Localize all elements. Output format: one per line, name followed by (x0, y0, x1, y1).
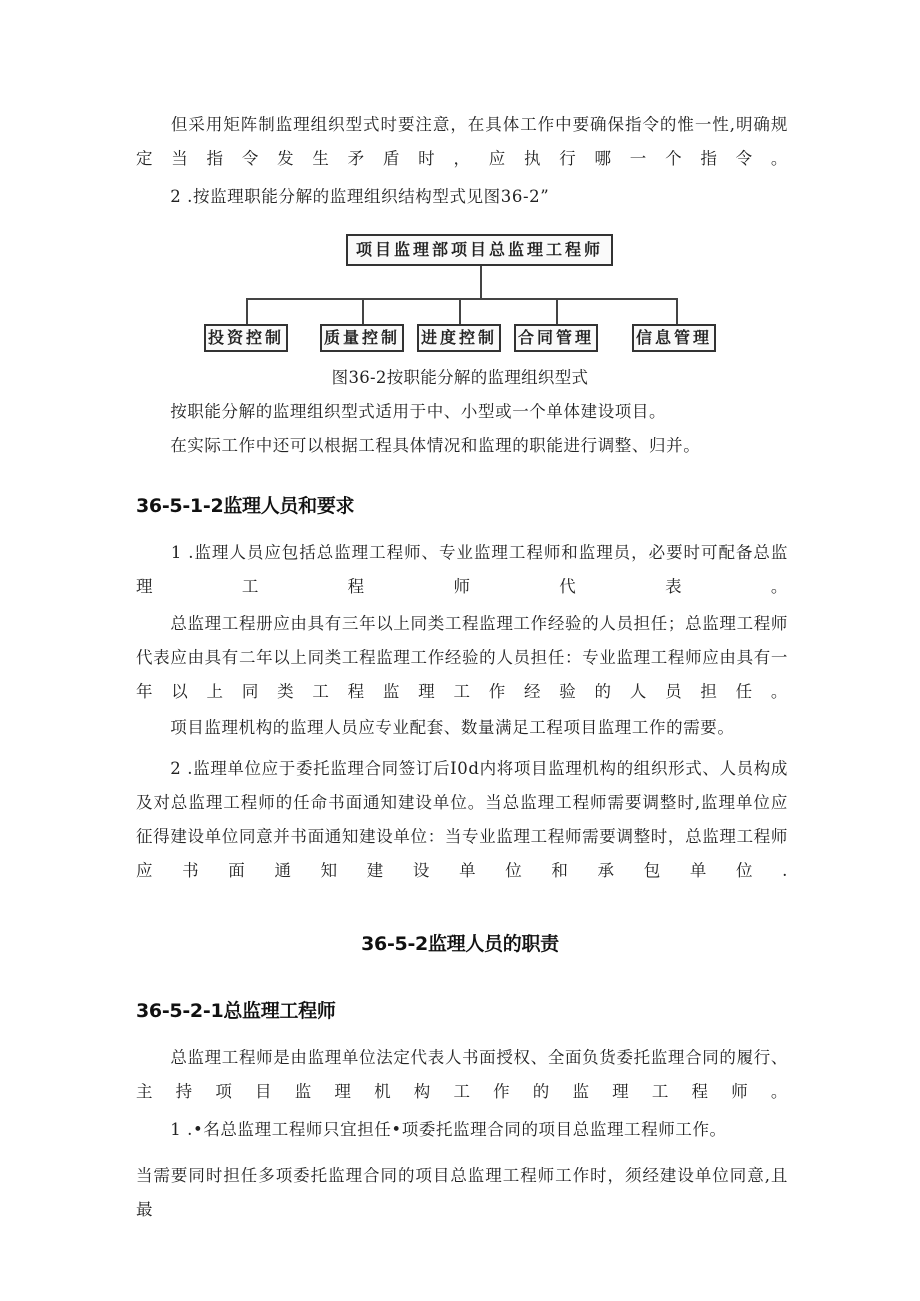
org-root-box (346, 234, 613, 266)
paragraph-text: 项目监理机构的监理人员应专业配套、数量满足工程项目监理工作的需要。 (136, 718, 735, 737)
paragraph-staff-composition (136, 536, 788, 604)
paragraph-text: 1 .监理人员应包括总监理工程师、专业监理工程师和监理员，必要时可配备总监理工程师代表。 (136, 543, 788, 596)
org-child-label: 进度控制 (420, 328, 497, 347)
paragraph-text: 2 .按监理职能分解的监理组织结构型式见图36-2” (136, 187, 550, 206)
paragraph-text: 在实际工作中还可以根据工程具体情况和监理的职能进行调整、归并。 (136, 436, 701, 455)
org-child-box (417, 324, 501, 352)
connector-drop-1 (246, 298, 248, 324)
connector-drop-3 (459, 298, 461, 324)
paragraph-text: 2 .监理单位应于委托监理合同签订后I0d内将项目监理机构的组织形式、人员构成及对总监理工程师的任命书面通知建设单位。当总监理工程师需要调整时,监理单位应征得建设单位同意并书面通知建设单位：当专业监理工程师需要调整时，总监理工程师应书面通知建设单位和承包单位. (136, 759, 788, 880)
paragraph-chief-limit (136, 1113, 788, 1147)
org-child-label: 合同管理 (517, 328, 594, 347)
org-child-label: 质量控制 (323, 328, 400, 347)
connector-drop-4 (556, 298, 558, 324)
paragraph-staff-match (136, 711, 788, 745)
paragraph-notification (136, 752, 788, 888)
paragraph-figure-reference (136, 180, 788, 214)
paragraph-text: 按职能分解的监理组织型式适用于中、小型或一个单体建设项目。 (136, 402, 667, 421)
paragraph-text: 1 .•名总监理工程师只宜担任•项委托监理合同的项目总监理工程师工作。 (136, 1120, 727, 1139)
paragraph-matrix-note (136, 108, 788, 176)
org-child-label: 投资控制 (207, 328, 284, 347)
org-child-box (514, 324, 598, 352)
figure-caption: 图36-2按职能分解的监理组织型式 (331, 368, 589, 387)
paragraph-staff-experience (136, 607, 788, 709)
subsection-heading: 36-5-2-1总监理工程师 (136, 1000, 336, 1022)
org-root-label: 项目监理部项目总监理工程师 (355, 240, 603, 259)
org-child-label: 信息管理 (635, 328, 712, 347)
section-heading: 36-5-1-2监理人员和要求 (136, 495, 355, 517)
org-child-box (204, 324, 288, 352)
paragraph-applicability (136, 395, 788, 429)
connector-vertical-root (480, 266, 482, 298)
connector-drop-5 (676, 298, 678, 324)
paragraph-text: 总监理工程册应由具有三年以上同类工程监理工作经验的人员担任；总监理工程师代表应由具有二年以上同类工程监理工作经验的人员担任：专业监理工程师应由具有一年以上同类工程监理工作经验的人员担任。 (136, 614, 788, 701)
section-heading-centered: 36-5-2监理人员的职责 (361, 933, 559, 955)
org-child-box (632, 324, 716, 352)
paragraph-text: 但采用矩阵制监理组织型式时要注意，在具体工作中要确保指令的惟一性,明确规定当指令发生矛盾时，应执行哪一个指令。 (136, 115, 788, 168)
org-chart (194, 228, 716, 356)
org-child-box (320, 324, 404, 352)
paragraph-chief-definition (136, 1041, 788, 1109)
paragraph-chief-multiple (136, 1159, 788, 1227)
connector-horizontal (246, 298, 676, 300)
paragraph-text: 总监理工程师是由监理单位法定代表人书面授权、全面负货委托监理合同的履行、主持项目监理机构工作的监理工程师。 (136, 1048, 788, 1101)
paragraph-text: 当需要同时担任多项委托监理合同的项目总监理工程师工作时，须经建设单位同意,且最 (136, 1166, 788, 1219)
connector-drop-2 (362, 298, 364, 324)
paragraph-adjustment (136, 429, 788, 463)
